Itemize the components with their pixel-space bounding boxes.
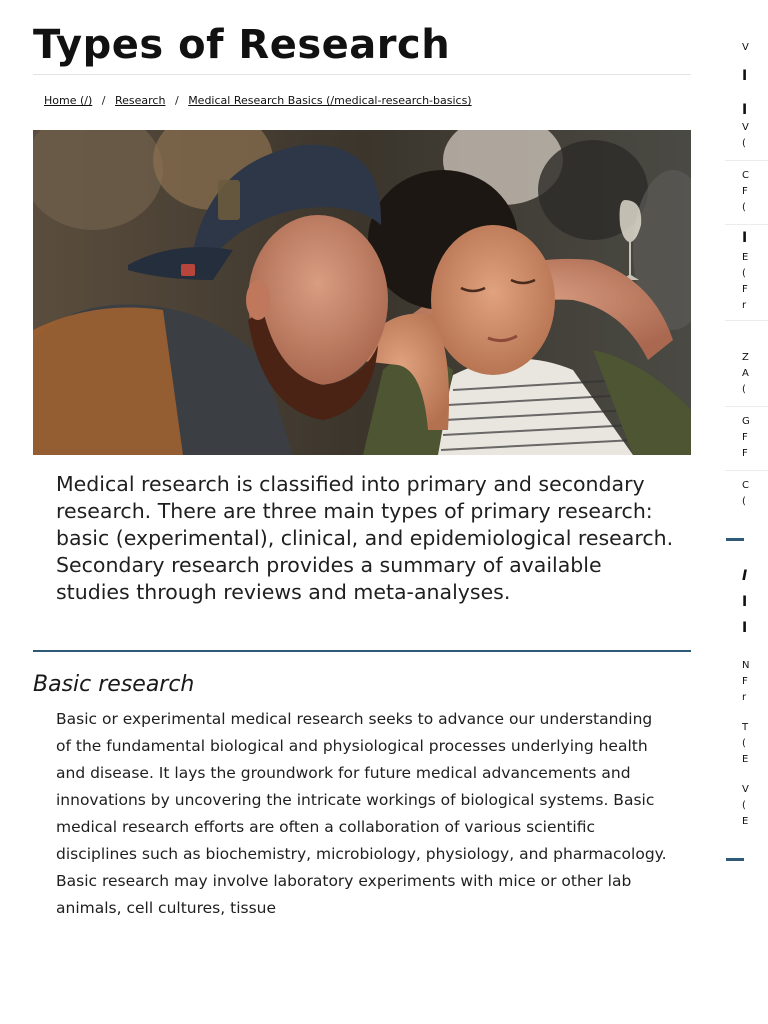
- page-title: Types of Research: [33, 22, 451, 68]
- sidebar-text-fragment[interactable]: N: [742, 660, 750, 671]
- sidebar-text-fragment: (: [742, 738, 746, 749]
- sidebar-text-fragment: F: [742, 432, 748, 443]
- sidebar-text-fragment[interactable]: V: [742, 784, 749, 795]
- sidebar-text-fragment: V: [742, 122, 749, 133]
- sidebar-text-fragment[interactable]: G: [742, 416, 750, 427]
- intro-paragraph: Medical research is classified into primary and secondary research. There are three main types of primary research: basic (experimental), clinical, and epidemiological research. Secondary research provides a summary of available studies through reviews and meta-analyses.: [56, 472, 674, 604]
- section-divider: [33, 650, 691, 652]
- breadcrumb-separator: /: [174, 94, 179, 107]
- sidebar-text-fragment[interactable]: I: [742, 230, 748, 246]
- section-body-basic-research: Basic or experimental medical research seeks to advance our understanding of the fundamental biological and physiological processes underlying health and disease. It lays the groundwork for future medical advancements and innovations by uncovering the intricate workings of biological systems. Basic medical research efforts are often a collaboration of various scientific disciplines such as biochemistry, microbiology, physiology, and pharmacology. Basic research may involve laboratory experiments with mice or other lab animals, cell cultures, tissue: [56, 710, 667, 917]
- right-sidebar: [722, 0, 768, 1024]
- sidebar-text-fragment: (: [742, 496, 746, 507]
- sidebar-text-fragment: A: [742, 368, 749, 379]
- sidebar-divider: [725, 160, 768, 161]
- hero-image: [33, 130, 691, 455]
- sidebar-text-fragment[interactable]: C: [742, 170, 749, 181]
- breadcrumb-separator: /: [101, 94, 106, 107]
- sidebar-text-fragment: r: [742, 300, 747, 311]
- sidebar-text-fragment: r: [742, 692, 747, 703]
- sidebar-text-fragment: F: [742, 284, 748, 295]
- breadcrumb: [44, 94, 472, 107]
- sidebar-accent-bar: [726, 858, 744, 861]
- breadcrumb-home-link[interactable]: Home (/): [44, 94, 93, 107]
- sidebar-text-fragment: F: [742, 186, 748, 197]
- section-heading-basic-research: Basic research: [33, 672, 195, 697]
- sidebar-text-fragment: E: [742, 754, 749, 765]
- sidebar-text-fragment: I: [742, 594, 748, 610]
- sidebar-text-fragment: I: [742, 102, 748, 118]
- sidebar-divider: [725, 406, 768, 407]
- breadcrumb-research-link[interactable]: Research: [115, 94, 166, 107]
- sidebar-text-fragment: I: [742, 68, 748, 84]
- sidebar-divider: [725, 224, 768, 225]
- sidebar-text-fragment: (: [742, 384, 746, 395]
- sidebar-text-fragment: (: [742, 202, 746, 213]
- breadcrumb-medical-research-basics-link[interactable]: Medical Research Basics (/medical-research-basics): [188, 94, 472, 107]
- sidebar-text-fragment: E: [742, 816, 749, 827]
- hero-photo-illustration: [33, 130, 691, 455]
- sidebar-text-fragment[interactable]: C: [742, 480, 749, 491]
- sidebar-text-fragment: (: [742, 800, 746, 811]
- sidebar-text-fragment: V: [742, 42, 749, 53]
- sidebar-text-fragment: (: [742, 268, 746, 279]
- sidebar-accent-bar: [726, 538, 744, 541]
- sidebar-text-fragment: F: [742, 676, 748, 687]
- sidebar-divider: [725, 470, 768, 471]
- sidebar-text-fragment: E: [742, 252, 749, 263]
- title-divider: [33, 74, 691, 75]
- sidebar-text-fragment[interactable]: T: [742, 722, 749, 733]
- sidebar-divider: [725, 320, 768, 321]
- sidebar-text-fragment: I: [742, 620, 748, 636]
- sidebar-text-fragment: F: [742, 448, 748, 459]
- sidebar-text-fragment: (: [742, 138, 746, 149]
- sidebar-text-fragment[interactable]: Z: [742, 352, 749, 363]
- sidebar-text-fragment: I: [742, 568, 748, 584]
